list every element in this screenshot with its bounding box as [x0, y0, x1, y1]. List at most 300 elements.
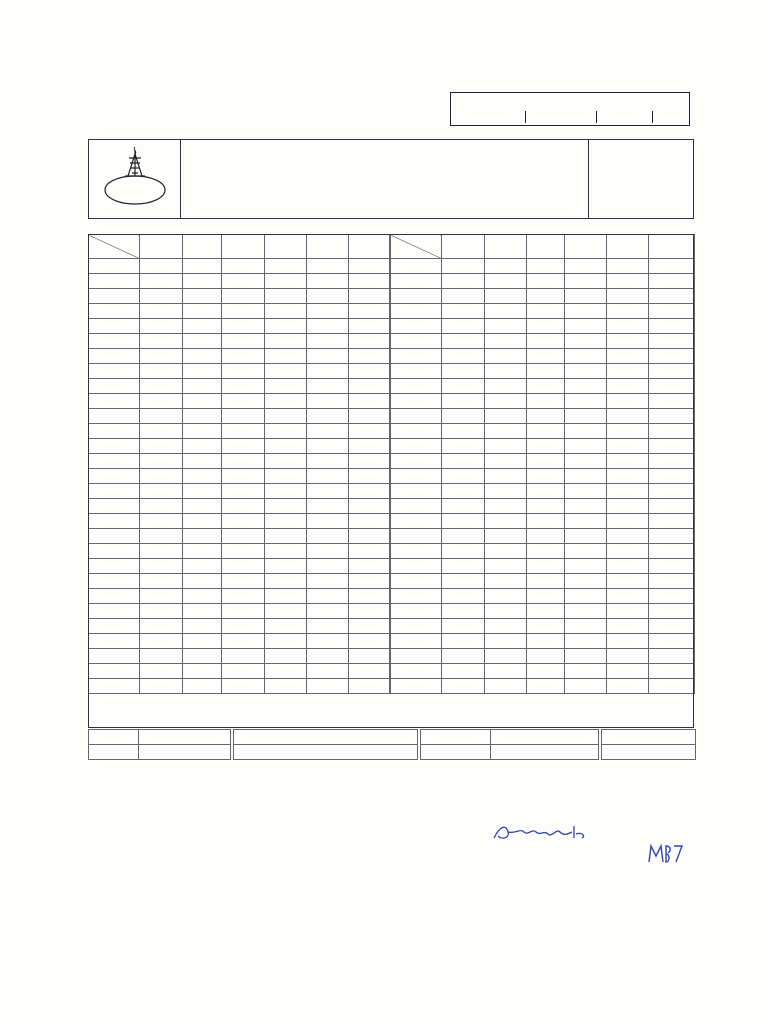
- left-cell: [265, 664, 307, 679]
- right-cell: [485, 574, 527, 589]
- right-cell: [527, 619, 565, 634]
- left-cell: [222, 334, 265, 349]
- left-cell: [265, 574, 307, 589]
- left-cell: [307, 484, 349, 499]
- right-cell: [607, 469, 649, 484]
- left-cell: [307, 319, 349, 334]
- right-cell: [607, 259, 649, 274]
- left-cell: [89, 379, 140, 394]
- right-cell: [391, 274, 442, 289]
- left-row: [89, 499, 390, 514]
- right-row: [391, 454, 695, 469]
- left-cell: [349, 664, 390, 679]
- left-cell: [183, 334, 222, 349]
- left-cell: [89, 514, 140, 529]
- right-row: [391, 424, 695, 439]
- left-cell: [140, 394, 183, 409]
- entry-checked: [491, 730, 599, 745]
- left-cell: [140, 349, 183, 364]
- right-cell: [391, 634, 442, 649]
- right-cell: [527, 649, 565, 664]
- right-cell: [565, 259, 607, 274]
- left-cell: [349, 454, 390, 469]
- right-cell: [485, 424, 527, 439]
- right-row: [391, 304, 695, 319]
- left-row: [89, 349, 390, 364]
- right-cell: [442, 409, 485, 424]
- right-row: [391, 559, 695, 574]
- right-cell: [391, 469, 442, 484]
- label-issue: [234, 745, 418, 760]
- right-cell: [485, 634, 527, 649]
- right-cell: [485, 484, 527, 499]
- right-cell: [565, 379, 607, 394]
- right-cell: [649, 574, 695, 589]
- right-cell: [565, 364, 607, 379]
- right-cell: [649, 364, 695, 379]
- right-cell: [607, 319, 649, 334]
- right-cell: [607, 304, 649, 319]
- right-cell: [485, 544, 527, 559]
- right-row: [391, 499, 695, 514]
- left-cell: [265, 319, 307, 334]
- left-cell: [349, 559, 390, 574]
- right-cell: [391, 544, 442, 559]
- right-cell: [391, 574, 442, 589]
- left-row: [89, 649, 390, 664]
- left-cell: [183, 574, 222, 589]
- left-cell: [222, 364, 265, 379]
- left-cell: [183, 484, 222, 499]
- left-cell: [349, 679, 390, 694]
- right-cell: [485, 379, 527, 394]
- left-cell: [183, 289, 222, 304]
- right-cell: [607, 349, 649, 364]
- right-row: [391, 649, 695, 664]
- right-row: [391, 349, 695, 364]
- left-cell: [307, 454, 349, 469]
- right-cell: [649, 529, 695, 544]
- left-row: [89, 379, 390, 394]
- left-cell: [265, 454, 307, 469]
- right-cell: [565, 319, 607, 334]
- left-cell: [183, 469, 222, 484]
- right-cell: [527, 409, 565, 424]
- left-cell: [307, 439, 349, 454]
- left-cell: [89, 334, 140, 349]
- left-cell: [183, 274, 222, 289]
- left-cell: [140, 319, 183, 334]
- left-cell: [140, 679, 183, 694]
- left-cell: [89, 544, 140, 559]
- left-row: [89, 589, 390, 604]
- right-cell: [485, 529, 527, 544]
- left-cell: [89, 364, 140, 379]
- left-cell: [307, 304, 349, 319]
- label-approved: [602, 745, 696, 760]
- right-cell: [391, 559, 442, 574]
- entry-rev: [89, 730, 139, 745]
- right-cell: [527, 274, 565, 289]
- right-cell: [527, 364, 565, 379]
- left-cell: [140, 484, 183, 499]
- left-cell: [183, 679, 222, 694]
- entry-row: [89, 730, 696, 745]
- left-cell: [307, 544, 349, 559]
- right-cell: [442, 589, 485, 604]
- left-cell: [265, 499, 307, 514]
- left-cell: [349, 409, 390, 424]
- left-cell: [307, 559, 349, 574]
- right-cell: [607, 634, 649, 649]
- right-cell: [565, 469, 607, 484]
- right-revision-grid: [390, 234, 695, 694]
- sirte-logo-icon: [95, 146, 175, 212]
- right-corner-cell: [391, 235, 442, 259]
- left-cell: [183, 649, 222, 664]
- right-cell: [442, 454, 485, 469]
- right-cell: [485, 439, 527, 454]
- right-cell: [391, 319, 442, 334]
- left-cell: [140, 649, 183, 664]
- left-cell: [183, 664, 222, 679]
- left-cell: [183, 589, 222, 604]
- left-cell: [140, 604, 183, 619]
- right-cell: [565, 394, 607, 409]
- right-cell: [607, 289, 649, 304]
- left-cell: [349, 634, 390, 649]
- right-cell: [649, 544, 695, 559]
- right-cell: [649, 259, 695, 274]
- right-cell: [391, 664, 442, 679]
- label-by: [421, 745, 491, 760]
- right-row: [391, 619, 695, 634]
- right-cell: [607, 664, 649, 679]
- left-cell: [349, 439, 390, 454]
- right-row: [391, 274, 695, 289]
- right-cell: [649, 409, 695, 424]
- right-cell: [649, 274, 695, 289]
- right-cell: [565, 514, 607, 529]
- left-cell: [183, 349, 222, 364]
- left-cell: [265, 334, 307, 349]
- left-row: [89, 394, 390, 409]
- left-cell: [307, 394, 349, 409]
- left-cell: [89, 409, 140, 424]
- right-cell: [442, 304, 485, 319]
- right-cell: [607, 529, 649, 544]
- left-row: [89, 409, 390, 424]
- right-cell: [527, 514, 565, 529]
- right-cell: [442, 514, 485, 529]
- left-cell: [307, 334, 349, 349]
- left-cell: [265, 379, 307, 394]
- left-cell: [140, 364, 183, 379]
- right-cell: [442, 319, 485, 334]
- right-row: [391, 664, 695, 679]
- right-cell: [565, 679, 607, 694]
- right-cell: [391, 259, 442, 274]
- left-cell: [183, 529, 222, 544]
- left-cell: [183, 499, 222, 514]
- right-cell: [485, 274, 527, 289]
- left-cell: [222, 424, 265, 439]
- right-cell: [391, 589, 442, 604]
- right-col-header: [527, 235, 565, 259]
- right-cell: [565, 664, 607, 679]
- left-row-page: [89, 259, 140, 274]
- left-cell: [265, 469, 307, 484]
- left-cell: [349, 424, 390, 439]
- right-cell: [391, 364, 442, 379]
- label-checked: [491, 745, 599, 760]
- left-cell: [222, 619, 265, 634]
- right-cell: [565, 349, 607, 364]
- left-cell: [265, 559, 307, 574]
- right-cell: [649, 319, 695, 334]
- left-row: [89, 364, 390, 379]
- left-cell: [222, 379, 265, 394]
- right-cell: [527, 679, 565, 694]
- right-cell: [485, 664, 527, 679]
- left-row: [89, 604, 390, 619]
- right-cell: [391, 649, 442, 664]
- right-row: [391, 259, 695, 274]
- left-cell: [140, 514, 183, 529]
- title-block: [88, 139, 694, 219]
- left-cell: [222, 589, 265, 604]
- right-cell: [607, 379, 649, 394]
- right-cell: [391, 349, 442, 364]
- right-cell: [391, 379, 442, 394]
- right-cell: [391, 409, 442, 424]
- left-cell: [183, 394, 222, 409]
- left-cell: [222, 604, 265, 619]
- right-cell: [607, 364, 649, 379]
- right-cell: [527, 529, 565, 544]
- right-row: [391, 634, 695, 649]
- right-cell: [442, 544, 485, 559]
- left-cell: [183, 619, 222, 634]
- right-cell: [649, 424, 695, 439]
- left-cell: [89, 499, 140, 514]
- right-cell: [442, 334, 485, 349]
- left-cell: [183, 364, 222, 379]
- left-col-header: [222, 235, 265, 259]
- left-cell: [307, 619, 349, 634]
- right-cell: [527, 454, 565, 469]
- right-cell: [485, 619, 527, 634]
- left-row: [89, 424, 390, 439]
- left-cell: [140, 274, 183, 289]
- left-cell: [265, 364, 307, 379]
- left-cell: [222, 349, 265, 364]
- left-cell: [89, 679, 140, 694]
- right-cell: [391, 334, 442, 349]
- labels-row: [89, 745, 696, 760]
- entry-issue: [234, 730, 418, 745]
- right-cell: [527, 439, 565, 454]
- left-corner-cell: [89, 235, 140, 259]
- left-row: [89, 469, 390, 484]
- left-cell: [265, 274, 307, 289]
- left-cell: [349, 604, 390, 619]
- left-cell: [265, 424, 307, 439]
- right-cell: [442, 439, 485, 454]
- left-cell: [307, 259, 349, 274]
- left-cell: [307, 664, 349, 679]
- left-cell: [89, 439, 140, 454]
- right-cell: [565, 304, 607, 319]
- left-cell: [183, 304, 222, 319]
- left-cell: [140, 664, 183, 679]
- left-cell: [265, 679, 307, 694]
- right-cell: [649, 589, 695, 604]
- right-cell: [442, 529, 485, 544]
- right-cell: [527, 334, 565, 349]
- right-cell: [607, 409, 649, 424]
- right-cell: [442, 424, 485, 439]
- right-cell: [649, 649, 695, 664]
- checked-signature-icon: [490, 820, 590, 846]
- right-cell: [442, 604, 485, 619]
- right-cell: [442, 649, 485, 664]
- right-cell: [607, 649, 649, 664]
- right-cell: [485, 514, 527, 529]
- entry-by: [421, 730, 491, 745]
- left-cell: [89, 649, 140, 664]
- right-col-header: [607, 235, 649, 259]
- left-cell: [307, 289, 349, 304]
- left-cell: [265, 649, 307, 664]
- left-cell: [349, 259, 390, 274]
- right-cell: [565, 424, 607, 439]
- right-cell: [607, 574, 649, 589]
- right-cell: [391, 439, 442, 454]
- left-cell: [349, 394, 390, 409]
- left-cell: [307, 514, 349, 529]
- left-cell: [307, 379, 349, 394]
- left-cell: [140, 574, 183, 589]
- left-cell: [265, 589, 307, 604]
- right-cell: [649, 634, 695, 649]
- right-cell: [565, 334, 607, 349]
- right-cell: [527, 469, 565, 484]
- right-row: [391, 394, 695, 409]
- right-cell: [607, 439, 649, 454]
- right-cell: [649, 514, 695, 529]
- right-row: [391, 589, 695, 604]
- right-cell: [607, 514, 649, 529]
- right-cell: [485, 304, 527, 319]
- right-cell: [649, 289, 695, 304]
- right-cell: [527, 589, 565, 604]
- left-cell: [349, 274, 390, 289]
- right-cell: [649, 379, 695, 394]
- left-cell: [265, 619, 307, 634]
- left-cell: [222, 574, 265, 589]
- right-cell: [527, 499, 565, 514]
- left-row-mark: [140, 259, 183, 274]
- left-cell: [265, 514, 307, 529]
- right-cell: [527, 574, 565, 589]
- right-cell: [565, 439, 607, 454]
- left-cell: [222, 454, 265, 469]
- left-cell: [222, 409, 265, 424]
- right-cell: [485, 409, 527, 424]
- left-cell: [183, 259, 222, 274]
- left-cell: [222, 259, 265, 274]
- left-cell: [265, 394, 307, 409]
- left-cell: [140, 634, 183, 649]
- left-row: [89, 514, 390, 529]
- left-cell: [307, 349, 349, 364]
- left-cell: [307, 499, 349, 514]
- left-cell: [140, 334, 183, 349]
- right-cell: [485, 334, 527, 349]
- right-cell: [527, 259, 565, 274]
- left-row: [89, 454, 390, 469]
- left-cell: [183, 514, 222, 529]
- right-cell: [649, 439, 695, 454]
- right-cell: [607, 484, 649, 499]
- right-cell: [485, 454, 527, 469]
- left-cell: [222, 439, 265, 454]
- right-cell: [607, 544, 649, 559]
- left-cell: [307, 574, 349, 589]
- right-row: [391, 529, 695, 544]
- left-cell: [265, 259, 307, 274]
- left-row: [89, 634, 390, 649]
- right-col-header: [565, 235, 607, 259]
- right-cell: [442, 499, 485, 514]
- left-cell: [265, 439, 307, 454]
- left-cell: [89, 664, 140, 679]
- left-cell: [222, 319, 265, 334]
- right-cell: [527, 604, 565, 619]
- right-cell: [391, 289, 442, 304]
- left-col-header: [349, 235, 390, 259]
- left-row: [89, 439, 390, 454]
- left-row: [89, 484, 390, 499]
- right-cell: [527, 544, 565, 559]
- right-cell: [527, 394, 565, 409]
- right-cell: [391, 424, 442, 439]
- right-cell: [442, 679, 485, 694]
- right-cell: [527, 559, 565, 574]
- left-revision-grid: [88, 234, 390, 694]
- right-cell: [442, 349, 485, 364]
- left-cell: [307, 424, 349, 439]
- left-row: [89, 289, 390, 304]
- left-cell: [265, 304, 307, 319]
- right-cell: [485, 394, 527, 409]
- right-cell: [607, 559, 649, 574]
- left-row: [89, 319, 390, 334]
- right-cell: [607, 454, 649, 469]
- left-cell: [140, 439, 183, 454]
- left-cell: [89, 274, 140, 289]
- right-cell: [485, 589, 527, 604]
- right-cell: [391, 304, 442, 319]
- right-cell: [607, 424, 649, 439]
- left-cell: [265, 484, 307, 499]
- left-cell: [307, 364, 349, 379]
- left-cell: [222, 514, 265, 529]
- left-cell: [349, 304, 390, 319]
- left-cell: [183, 454, 222, 469]
- left-cell: [140, 469, 183, 484]
